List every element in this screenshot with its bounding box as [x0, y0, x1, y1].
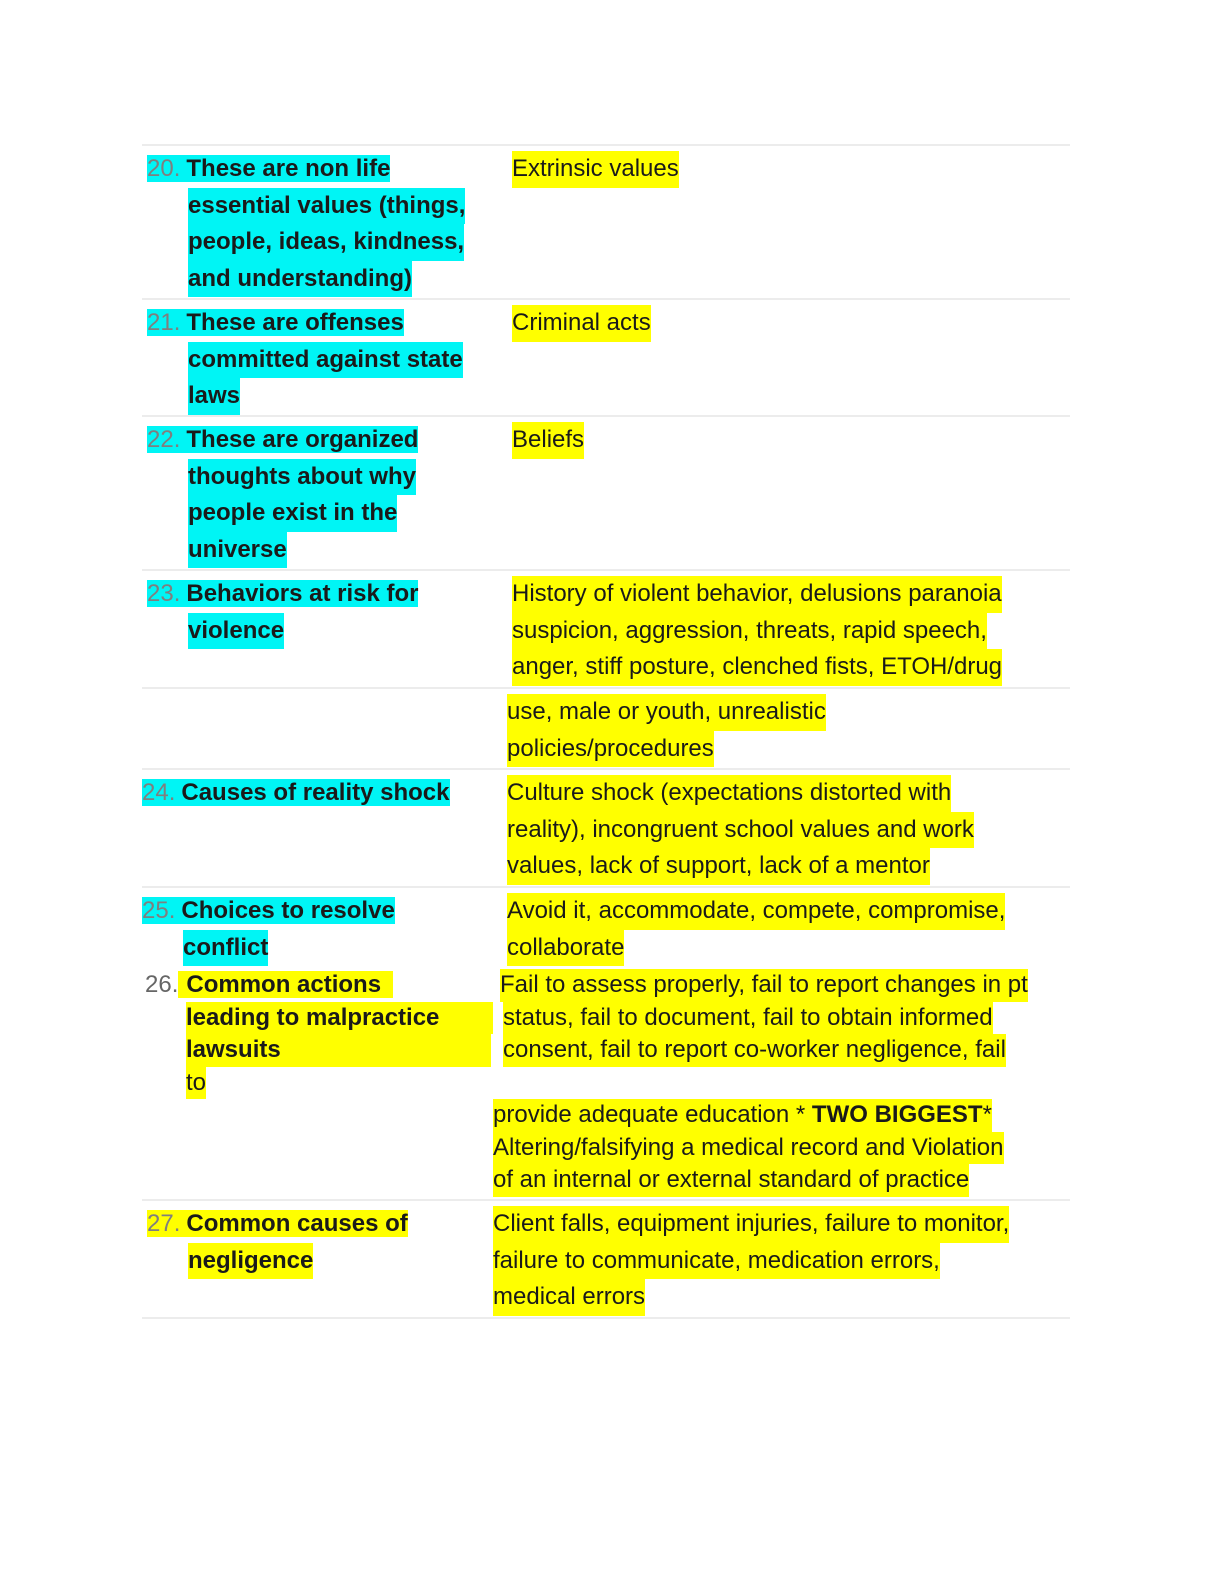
answer-22: Beliefs — [512, 422, 584, 459]
question-25: 25. Choices to resolve conflict — [142, 893, 395, 966]
answer-25: Avoid it, accommodate, compete, compromise, collaborate — [507, 893, 1005, 966]
question-27: 27. Common causes of negligence — [147, 1206, 408, 1279]
answer-23: History of violent behavior, delusions paranoia suspicion, aggression, threats, rapid speech, anger, stiff posture, clenched fists, ETOH/drug — [512, 576, 1002, 686]
answer-20: Extrinsic values — [512, 151, 679, 188]
question-26: 26. Common actions leading to malpractice lawsuits to — [145, 969, 493, 1099]
answer-23-continued: use, male or youth, unrealistic policies/procedures — [507, 694, 826, 767]
answer-27: Client falls, equipment injuries, failure to monitor, failure to communicate, medication errors, medical errors — [493, 1206, 1009, 1316]
question-21: 21. These are offenses committed against state laws — [147, 305, 463, 415]
answer-24: Culture shock (expectations distorted with reality), incongruent school values and work values, lack of support, lack of a mentor — [507, 775, 974, 885]
question-24: 24. Causes of reality shock — [142, 779, 450, 806]
question-22: 22. These are organized thoughts about why people exist in the universe — [147, 422, 418, 568]
answer-26: Fail to assess properly, fail to report changes in pt status, fail to document, fail to obtain informed consent, fail to report co-worker negligence, fail — [500, 969, 1028, 1067]
question-23: 23. Behaviors at risk for violence — [147, 576, 418, 649]
answer-26-continued: provide adequate education * TWO BIGGEST* Altering/falsifying a medical record and Violation of an internal or external standard of practice — [493, 1099, 1004, 1197]
question-20: 20. These are non life essential values (things, people, ideas, kindness, and understanding) — [147, 151, 465, 297]
answer-21: Criminal acts — [512, 305, 651, 342]
